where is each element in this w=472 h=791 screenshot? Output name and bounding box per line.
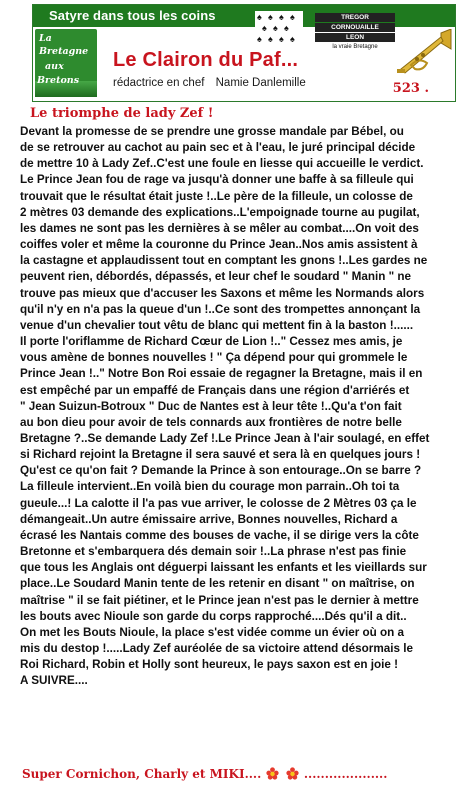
editor-line <box>113 77 306 89</box>
article-signature <box>22 767 387 781</box>
ermine-flag-icon: ♠ ♠ ♠ ♠ ♠ ♠ ♠ ♠ ♠ ♠ ♠ <box>255 11 303 51</box>
region-caption: la vraie Bretagne <box>332 44 378 50</box>
masthead-tagline: Satyre dans tous les coins <box>49 8 216 23</box>
badge-line: La <box>39 33 52 44</box>
badge-line: Bretons <box>37 75 80 86</box>
editor-name: Namie Danlemille <box>215 77 306 89</box>
masthead-banner <box>32 4 456 102</box>
flower-icon <box>286 767 299 780</box>
region-label: TREGOR <box>315 13 395 22</box>
badge-line: aux <box>45 61 64 72</box>
newsletter-title: Le Clairon du Paf... <box>113 49 299 71</box>
region-label: LEON <box>315 33 395 42</box>
article-headline: Le triomphe de lady Zef ! <box>30 106 214 121</box>
trumpet-icon <box>397 29 453 77</box>
bretagne-badge <box>35 29 97 97</box>
signature-dots: .................... <box>303 767 388 781</box>
regions-block <box>315 13 395 52</box>
signature-text: Super Cornichon, Charly et MIKI.... <box>22 767 262 781</box>
region-label: CORNOUAILLE <box>315 23 395 32</box>
editor-role: rédactrice en chef <box>113 77 205 89</box>
badge-line: Bretagne <box>39 46 89 57</box>
flower-icon <box>266 767 279 780</box>
issue-number: 523 . <box>392 81 429 96</box>
article-body: Devant la promesse de se prendre une grosse mandale par Bébel, ou de se retrouver au cachot au pain sec et à l'eau, le juré principal décide de mettre 10 à Lady Zef..C'est une foule en liesse qui accueille le verdict. Le Prince Jean fou de rage va jusqu'à donner une baffe à sa filleule qui trouvait que le résultat était juste !..Le père de la filleule, un colosse de 2 mètres 03 demande des explications..L'empoignade tourne au pugilat, les dames ne sont pas les dernières à se mêler au combat....On voit des coiffes voler et même la couronne du Prince Jean..Nos amis assistent à la castagne et applaudissent tout en comptant les gnons !..Les gardes ne peuvent rien, débordés, dépassés, et leur chef le soudard " Manin " ne trouve pas mieux que d'accuser les Saxons et même les Normands alors qu'il n'y en n'a pas la queue d'un !..Ce sont des trompettes annonçant la venue d'un chevalier tout vêtu de blanc qui mettent fin à la baston !...... Il porte l'oriflamme de Richard Cœur de Lion !.." Cessez mes amis, je vous amène de bonnes nouvelles ! " Ça dépend pour qui grommele le Prince Jean !.." Notre Bon Roi essaie de regagner la Bretagne, mais il en est empêché par un empaffé de Français dans une région d'arriérés et " Jean Suizun-Botroux " Duc de Nantes est à leur tête !..Qu'a t'on fait au bon dieu pour avoir de tels connards aux frontières de notre belle Bretagne ?..Se demande Lady Zef !.Le Prince Jean à l'air soulagé, en effet si Richard rejoint la Bretagne il sera sauvé et sera là en quelques jours ! Qu'est ce qu'on fait ? Demande la Prince à son entourage..On se barre ? La filleule intervient..En voilà bien du courage mon parrain..Oh toi ta gueule...! La calotte il l'a pas vue arriver, le colosse de 2 Mètres 03 ça le démangeait..Un autre émissaire arrive, Bonnes nouvelles, Richard a écrasé les Nantais comme des bouses de vache, il se dirige vers la côte Bretonne et s'embarquera dés demain soir !..La phrase n'est pas finie que tous les Anglais ont déguerpi laissant les enfants et les vieillards sur place..Le Soudard Manin tente de les retenir en disant " on maîtrise, on maîtrise " il se fait piétiner, et le Prince jean n'est pas le dernier à mettre les bouts avec Nioule son garde du corps rapproché....Dés qu'il a dit.. On met les Bouts Nioule, la place s'est vidée comme un évier où on a mis du destop !.....Lady Zef auréolée de sa victoire attend désormais le Roi Richard, Robin et Holly sont heureux, le pays saxon est en joie ! A SUIVRE.... <box>20 125 430 688</box>
